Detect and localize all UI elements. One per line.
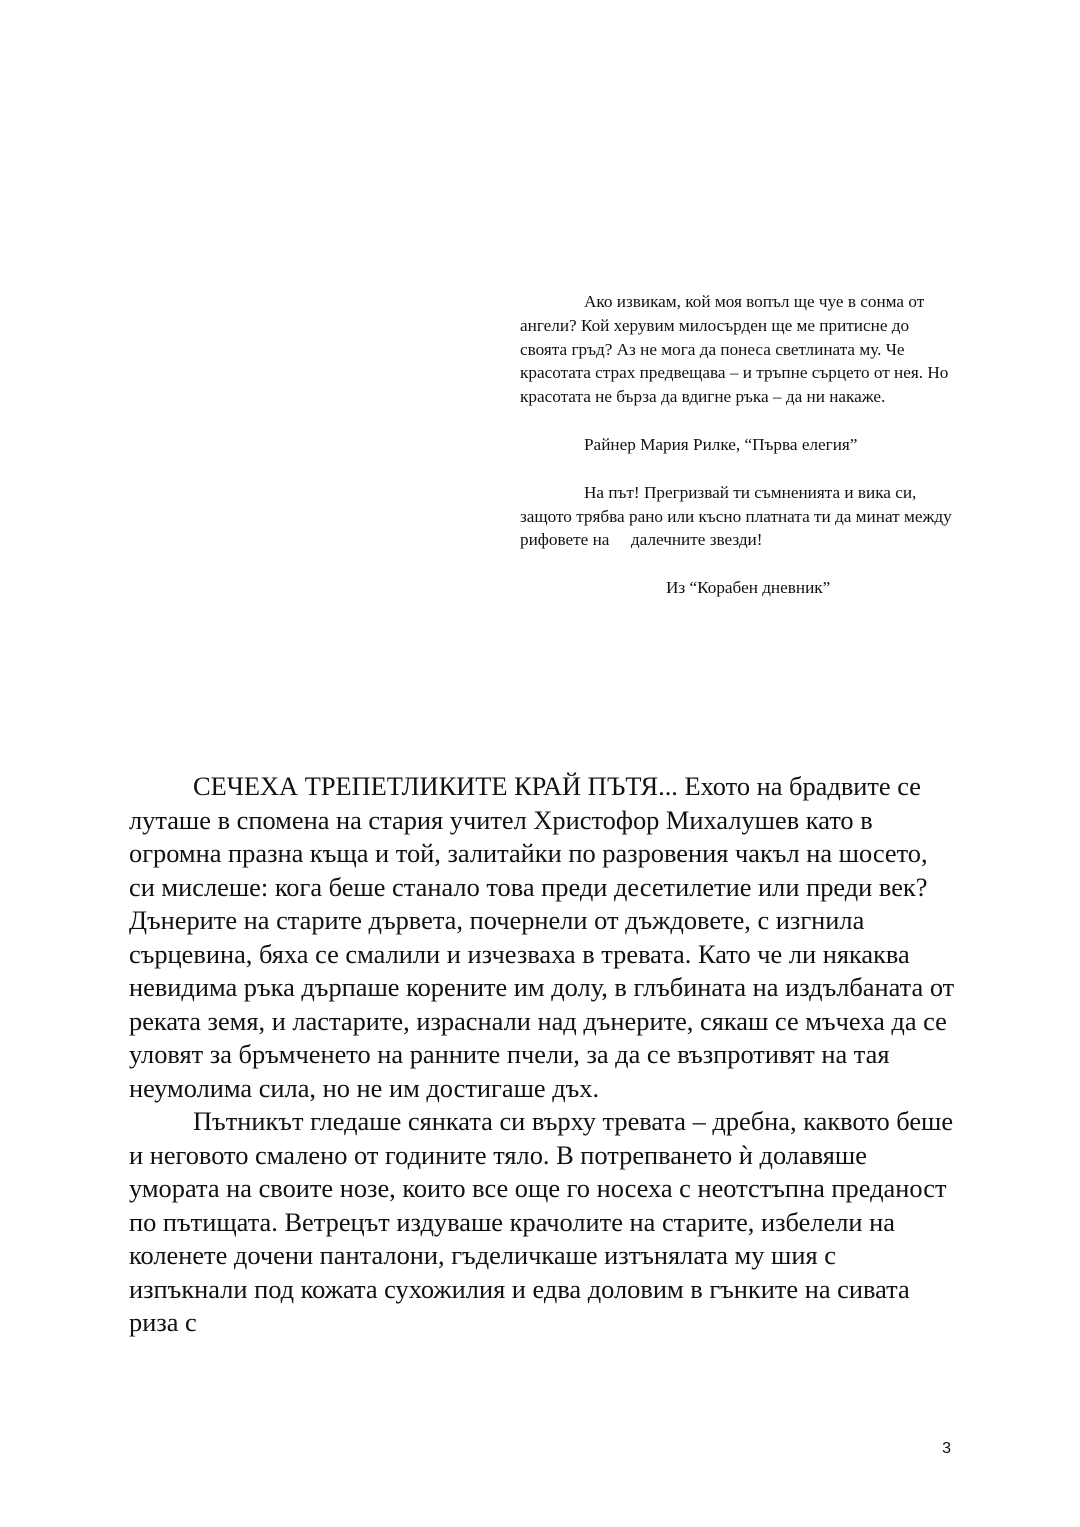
epigraph xyxy=(520,290,960,600)
page-number: 3 xyxy=(942,1440,951,1457)
body-text xyxy=(129,770,959,1340)
epigraph-attribution-logbook: Из “Корабен дневник” xyxy=(666,578,831,598)
epigraph-attribution-rilke: Райнер Мария Рилке, “Първа елегия” xyxy=(584,434,858,454)
body-paragraph-2: Пътникът гледаше сянката си върху тревата – дребна, каквото беше и неговото смалено от годините тяло. В потрепването ѝ долавяше умората на своите нозе, които все още го носеха с неотстъпна преданост по пътищата. Ветрецът издуваше крачолите на старите, избелели на коленете дочени панталони, гъделичкаше изтънялата му шия с изпъкнали под кожата сухожилия и едва доловим в гънките на сивата риза с xyxy=(129,1106,954,1337)
epigraph-quote-logbook: На път! Прегризвай ти съмненията и вика си, защото трябва рано или късно платната ти да минат между рифовете на далечните звезди! xyxy=(520,482,956,550)
epigraph-quote-rilke: Ако извикам, кой моя вопъл ще чуе в сонма от ангели? Кой херувим милосърден ще ме притисне до своята гръд? Аз не мога да понеса светлината му. Че красотата страх предвещава – и тръпне сърцето от нея. Но красотата не бърза да вдигне ръка – да ни накаже. xyxy=(520,292,949,407)
body-paragraph-1: СЕЧЕХА ТРЕПЕТЛИКИТЕ КРАЙ ПЪТЯ... Ехото на брадвите се луташе в спомена на стария учител Христофор Михалушев като в огромна празна къща и той, залитайки по разровения чакъл на шосето, си мислеше: кога беше станало това преди десетилетие или преди век? Дънерите на старите дървета, почернели от дъждовете, с изгнила сърцевина, бяха се смалили и изчезваха в тревата. Като че ли някаква невидима ръка дърпаше корените им долу, в глъбината на издълбаната от реката земя, и ластарите, израснали над дънерите, сякаш се мъчеха да се уловят за бръмченето на ранните пчели, за да се възпротивят на тая неумолима сила, но не им достигаше дъх. xyxy=(129,771,955,1103)
